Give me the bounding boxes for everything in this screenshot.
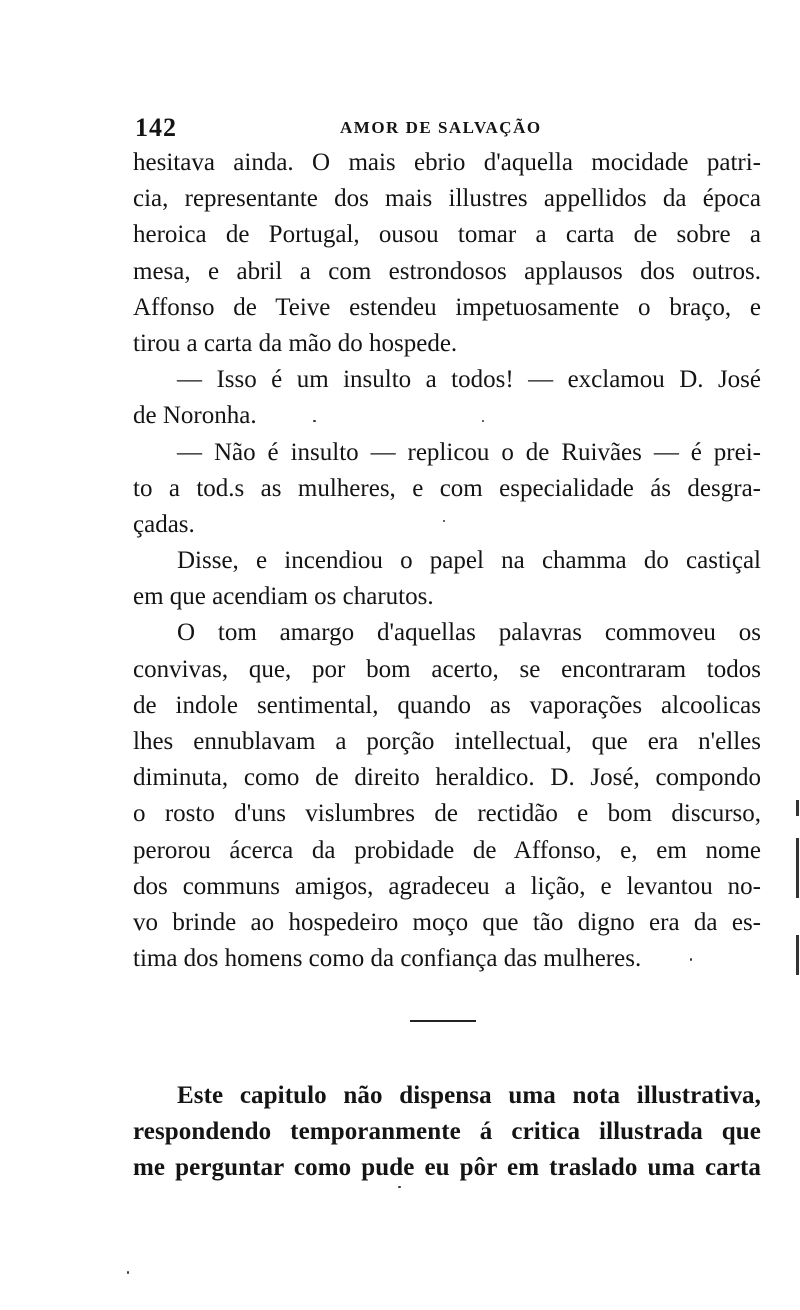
text-line: convivas, que, por bom acerto, se encontraram todos <box>133 655 761 683</box>
body-text <box>133 145 761 977</box>
text-line: respondendo temporanmente á critica illustrada que <box>133 1118 761 1146</box>
text-line: de Noronha. <box>133 402 257 430</box>
page-number: 142 <box>135 113 177 142</box>
text-line: Disse, e incendiou o papel na chamma do castiçal <box>177 547 761 575</box>
page-header <box>135 113 755 143</box>
text-line: lhes ennublavam a porção intellectual, que era n'elles <box>133 728 761 755</box>
note-text <box>133 1078 761 1187</box>
scan-speck <box>313 420 316 422</box>
text-line: tirou a carta da mão do hospede. <box>133 329 458 357</box>
section-divider <box>410 1020 476 1022</box>
text-line: to a tod.s as mulheres, e com especialidade ás desgra- <box>133 474 761 502</box>
text-line: de indole sentimental, quando as vaporações alcoolicas <box>133 691 761 719</box>
text-line: em que acendiam os charutos. <box>133 583 434 611</box>
text-line: o rosto d'uns vislumbres de rectidão e bom discurso, <box>133 800 761 828</box>
scan-speck <box>482 420 484 422</box>
scan-margin-mark <box>796 935 799 975</box>
text-line: perorou ácerca da probidade de Affonso, e, em nome <box>133 836 761 864</box>
text-line: tima dos homens como da confiança das mulheres. <box>133 945 642 973</box>
scan-margin-mark <box>796 838 799 898</box>
text-line: diminuta, como de direito heraldico. D. José, compondo <box>133 764 761 792</box>
text-line: Este capitulo não dispensa uma nota illustrativa, <box>177 1082 761 1109</box>
running-title: AMOR DE SALVAÇÃO <box>340 118 542 137</box>
text-line: vo brinde ao hospedeiro moço que tão digno era da es- <box>133 908 761 936</box>
text-line: çadas. <box>133 510 195 538</box>
text-line: — Não é insulto — replicou o de Ruivães — é prei- <box>177 438 761 466</box>
scan-margin-mark <box>796 800 799 816</box>
text-line: — Isso é um insulto a todos! — exclamou D. José <box>177 366 761 394</box>
scan-speck <box>398 1186 401 1188</box>
text-line: Affonso de Teive estendeu impetuosamente o braço, e <box>133 293 761 321</box>
scan-speck <box>443 520 445 522</box>
text-line: mesa, e abril a com estrondosos applausos dos outros. <box>133 257 761 285</box>
text-line: dos communs amigos, agradeceu a lição, e levantou no- <box>133 872 761 900</box>
text-line: heroica de Portugal, ousou tomar a carta de sobre a <box>133 221 761 249</box>
text-line: cia, representante dos mais illustres appellidos da época <box>133 185 761 213</box>
text-line: me perguntar como pude eu pôr em traslado uma carta <box>133 1154 761 1182</box>
text-line: O tom amargo d'aquellas palavras commoveu os <box>177 619 761 647</box>
scan-speck <box>127 1271 129 1274</box>
text-line: hesitava ainda. O mais ebrio d'aquella mocidade patri- <box>133 149 761 176</box>
scan-speck <box>690 958 692 961</box>
